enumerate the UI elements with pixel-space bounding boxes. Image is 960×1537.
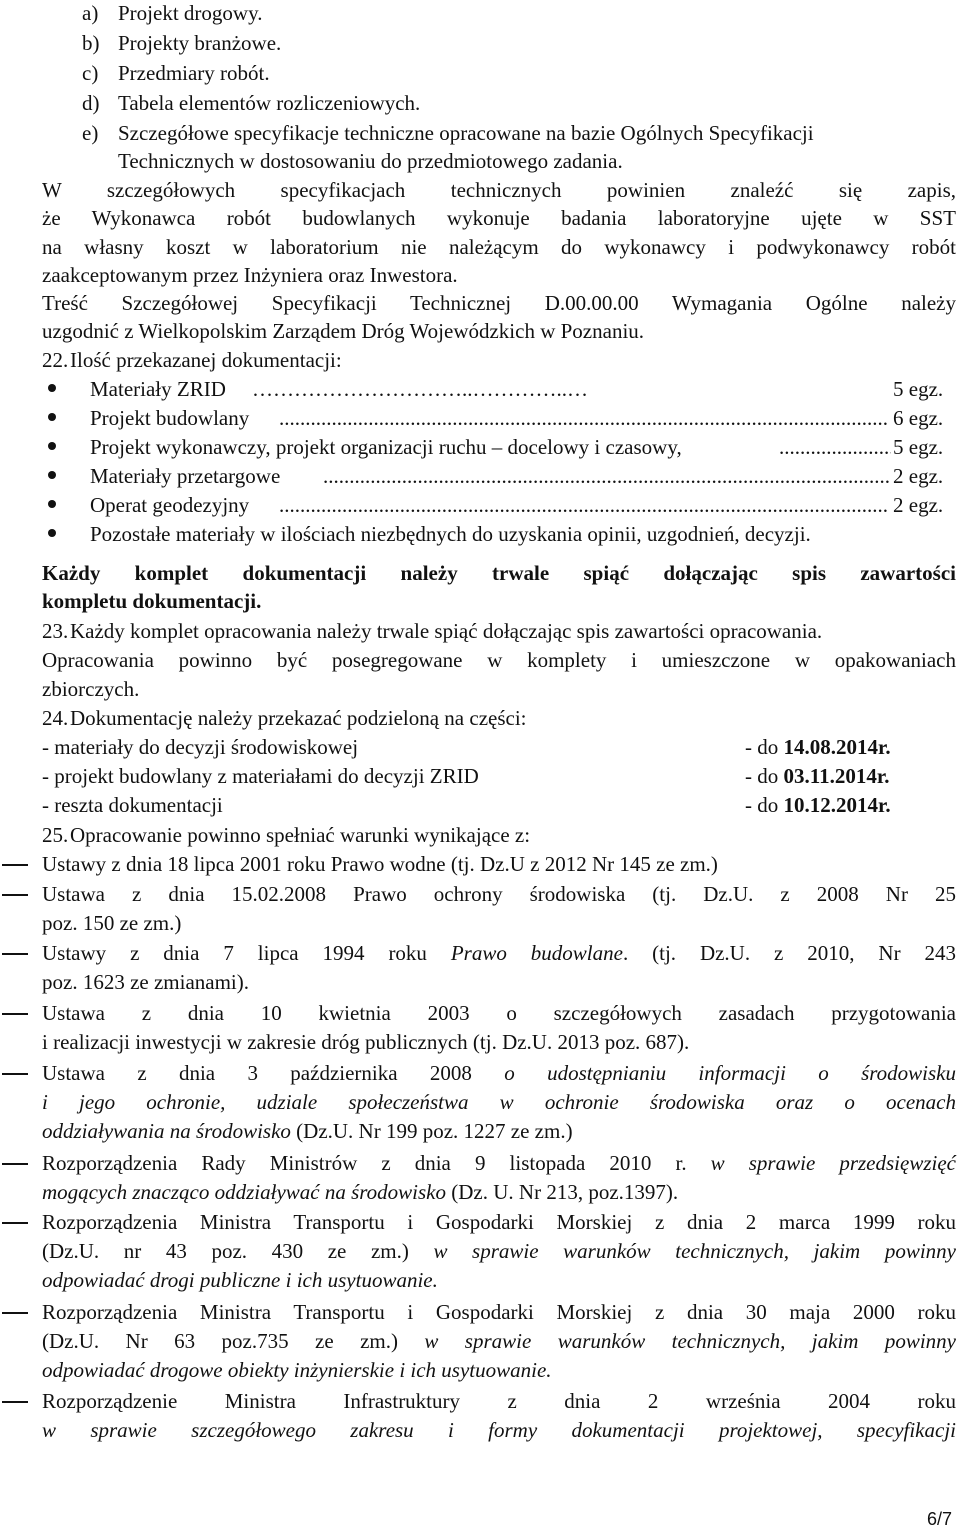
list-marker: a) bbox=[82, 1, 99, 25]
deadline-date: - do 14.08.2014r. bbox=[745, 735, 891, 759]
dash-icon bbox=[2, 1222, 28, 1224]
list-item: Przedmiary robót. bbox=[118, 61, 270, 85]
paragraph-line: Każdy komplet opracowania należy trwale spiąć dołączając spis zawartości opracowania. bbox=[70, 619, 823, 643]
dash-icon bbox=[2, 1073, 28, 1075]
item-label: Materiały przetargowe bbox=[90, 464, 281, 488]
section-number: 25. bbox=[42, 823, 69, 847]
list-item: Tabela elementów rozliczeniowych. bbox=[118, 91, 421, 115]
law-line: Ustawy z dnia 7 lipca 1994 roku Prawo budowlane. (tj. Dz.U. z 2010, Nr 243 bbox=[42, 941, 956, 965]
dot-leader bbox=[279, 405, 889, 431]
item-quantity: 2 egz. bbox=[893, 493, 944, 517]
law-line: Ustawa z dnia 15.02.2008 Prawo ochrony środowiska (tj. Dz.U. z 2008 Nr 25 bbox=[42, 882, 956, 906]
bullet-icon bbox=[48, 384, 56, 392]
law-line: Rozporządzenia Ministra Transportu i Gospodarki Morskiej z dnia 2 marca 1999 roku bbox=[42, 1210, 956, 1234]
list-marker: b) bbox=[82, 31, 100, 55]
law-line: Ustawa z dnia 10 kwietnia 2003 o szczegółowych zasadach przygotowania bbox=[42, 1001, 956, 1025]
paragraph-line: uzgodnić z Wielkopolskim Zarządem Dróg Wojewódzkich w Poznaniu. bbox=[42, 319, 645, 343]
dash-icon bbox=[2, 864, 28, 866]
bold-note: Każdy komplet dokumentacji należy trwale spiąć dołączając spis zawartości bbox=[42, 561, 956, 585]
paragraph-line: W szczegółowych specyfikacjach technicznych powinien znaleźć się zapis, bbox=[42, 178, 956, 202]
law-line: oddziaływania na środowisko (Dz.U. Nr 199 poz. 1227 ze zm.) bbox=[42, 1119, 573, 1143]
item-quantity: 5 egz. bbox=[893, 377, 944, 401]
dot-leader bbox=[779, 434, 891, 460]
law-line: odpowiadać drogowe obiekty inżynierskie i ich usytuowanie. bbox=[42, 1358, 552, 1382]
item-quantity: 2 egz. bbox=[893, 464, 944, 488]
paragraph-line: że Wykonawca robót budowlanych wykonuje badania laboratoryjne ujęte w SST bbox=[42, 206, 956, 230]
dot-leader bbox=[279, 492, 889, 518]
dash-icon bbox=[2, 1401, 28, 1403]
bullet-icon bbox=[48, 471, 56, 479]
law-line: poz. 150 ze zm.) bbox=[42, 911, 182, 935]
section-number: 24. bbox=[42, 706, 69, 730]
dash-icon bbox=[2, 1163, 28, 1165]
list-item-continuation: Technicznych w dostosowaniu do przedmiotowego zadania. bbox=[118, 149, 623, 173]
paragraph-line: na własny koszt w laboratorium nie należącym do wykonawcy i podwykonawcy robót bbox=[42, 235, 956, 259]
item-quantity: 5 egz. bbox=[893, 435, 944, 459]
law-line: i realizacji inwestycji w zakresie dróg publicznych (tj. Dz.U. 2013 poz. 687). bbox=[42, 1030, 690, 1054]
law-line: Rozporządzenia Rady Ministrów z dnia 9 listopada 2010 r. w sprawie przedsięwzięć bbox=[42, 1151, 956, 1175]
law-line: (Dz.U. nr 43 poz. 430 ze zm.) w sprawie warunków technicznych, jakim powinny bbox=[42, 1239, 956, 1263]
law-line: odpowiadać drogi publiczne i ich usytuowanie. bbox=[42, 1268, 438, 1292]
dash-icon bbox=[2, 1312, 28, 1314]
list-item: Projekt drogowy. bbox=[118, 1, 263, 25]
paragraph-line: zaakceptowanym przez Inżyniera oraz Inwestora. bbox=[42, 263, 458, 287]
list-item: Projekty branżowe. bbox=[118, 31, 282, 55]
paragraph-line: zbiorczych. bbox=[42, 677, 140, 701]
dash-icon bbox=[2, 953, 28, 955]
law-line: w sprawie szczegółowego zakresu i formy dokumentacji projektowej, specyfikacji bbox=[42, 1418, 956, 1442]
deadline-date: - do 10.12.2014r. bbox=[745, 793, 891, 817]
bullet-icon bbox=[48, 500, 56, 508]
dot-leader bbox=[323, 463, 889, 489]
section-title: Dokumentację należy przekazać podzieloną na części: bbox=[70, 706, 527, 730]
deadline-label: - reszta dokumentacji bbox=[42, 793, 223, 817]
deadline-date: - do 03.11.2014r. bbox=[745, 764, 890, 788]
bullet-icon bbox=[48, 413, 56, 421]
list-item: Szczegółowe specyfikacje techniczne opracowane na bazie Ogólnych Specyfikacji bbox=[118, 121, 814, 145]
list-marker: e) bbox=[82, 121, 99, 145]
bold-note: kompletu dokumentacji. bbox=[42, 589, 262, 613]
law-line: Rozporządzenie Ministra Infrastruktury z dnia 2 września 2004 roku bbox=[42, 1389, 956, 1413]
law-line: mogących znacząco oddziaływać na środowisko (Dz. U. Nr 213, poz.1397). bbox=[42, 1180, 679, 1204]
item-label: Projekt budowlany bbox=[90, 406, 250, 430]
item-quantity: 6 egz. bbox=[893, 406, 944, 430]
list-marker: d) bbox=[82, 91, 100, 115]
list-marker: c) bbox=[82, 61, 99, 85]
page-number: 6/7 bbox=[926, 1509, 952, 1529]
section-number: 23. bbox=[42, 619, 69, 643]
bullet-icon bbox=[48, 442, 56, 450]
dash-icon bbox=[2, 1013, 28, 1015]
law-line: Ustawa z dnia 3 października 2008 o udostępnianiu informacji o środowisku bbox=[42, 1061, 956, 1085]
paragraph-line: Treść Szczegółowej Specyfikacji Technicznej D.00.00.00 Wymagania Ogólne należy bbox=[42, 291, 956, 315]
item-label: Pozostałe materiały w ilościach niezbędnych do uzyskania opinii, uzgodnień, decyzji. bbox=[90, 522, 811, 546]
item-label: Projekt wykonawczy, projekt organizacji ruchu – docelowy i czasowy, bbox=[90, 435, 682, 459]
law-line: Ustawy z dnia 18 lipca 2001 roku Prawo wodne (tj. Dz.U z 2012 Nr 145 ze zm.) bbox=[42, 852, 718, 876]
deadline-label: - materiały do decyzji środowiskowej bbox=[42, 735, 359, 759]
item-label: Operat geodezyjny bbox=[90, 493, 250, 517]
section-title: Opracowanie powinno spełniać warunki wynikające z: bbox=[70, 823, 531, 847]
bullet-icon bbox=[48, 529, 56, 537]
law-line: poz. 1623 ze zmianami). bbox=[42, 970, 250, 994]
item-label: Materiały ZRID bbox=[90, 377, 226, 401]
section-number: 22. bbox=[42, 348, 69, 372]
law-line: (Dz.U. Nr 63 poz.735 ze zm.) w sprawie warunków technicznych, jakim powinny bbox=[42, 1329, 956, 1353]
law-line: Rozporządzenia Ministra Transportu i Gospodarki Morskiej z dnia 30 maja 2000 roku bbox=[42, 1300, 956, 1324]
item-leader: …………………………..…………..… bbox=[252, 377, 588, 401]
section-title: Ilość przekazanej dokumentacji: bbox=[70, 348, 342, 372]
law-line: i jego ochronie, udziale społeczeństwa w ochronie środowiska oraz o ocenach bbox=[42, 1090, 956, 1114]
deadline-label: - projekt budowlany z materiałami do decyzji ZRID bbox=[42, 764, 479, 788]
paragraph-line: Opracowania powinno być posegregowane w komplety i umieszczone w opakowaniach bbox=[42, 648, 956, 672]
dash-icon bbox=[2, 894, 28, 896]
